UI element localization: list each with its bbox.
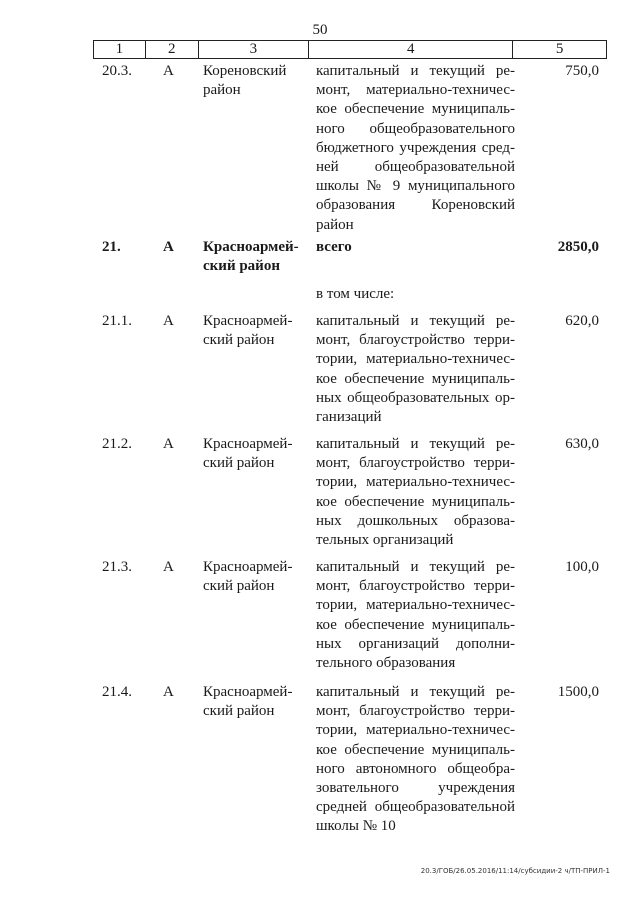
district-line: Красноармей-	[203, 684, 293, 700]
row-amount: 750,0	[565, 63, 599, 79]
description-line: зовательного учреждения	[316, 780, 515, 797]
description-line: монт, материально-техничес-	[316, 82, 515, 99]
row-district	[203, 683, 303, 721]
row-number: 20.3.	[102, 63, 132, 79]
row-district	[203, 558, 303, 596]
district-line: Кореновский	[203, 63, 287, 79]
description-line: кое обеспечение муниципаль-	[316, 101, 515, 118]
row-district	[203, 62, 303, 100]
description-line: ных дошкольных образова-	[316, 512, 515, 529]
description-line: тории, материально-техничес-	[316, 474, 515, 491]
header-col-5: 5	[555, 41, 564, 57]
description-line: всего	[316, 239, 352, 255]
row-amount: 1500,0	[557, 684, 599, 700]
district-line: ский район	[203, 332, 275, 349]
row-amount: 620,0	[565, 313, 599, 329]
description-line: капитальный и текущий ре-	[316, 313, 515, 329]
description-line: тельного образования	[316, 655, 456, 672]
description-line: тории, материально-техничес-	[316, 351, 515, 368]
description-line: кое обеспечение муниципаль-	[316, 370, 515, 387]
description-line: кое обеспечение муниципаль-	[316, 741, 515, 758]
description-line: в том числе:	[316, 286, 395, 302]
district-line: Красноармей-	[203, 313, 293, 329]
district-line: ский район	[203, 258, 280, 275]
description-line: школы № 9 муниципального	[316, 178, 515, 195]
description-line: кое обеспечение муниципаль-	[316, 493, 515, 510]
table-header	[93, 40, 607, 59]
row-amount: 630,0	[565, 436, 599, 452]
row-amount: 2850,0	[557, 239, 599, 255]
row-category: А	[163, 684, 174, 700]
district-line: Красноармей-	[203, 239, 299, 255]
description-line: район	[316, 216, 354, 233]
page-number: 50	[312, 22, 328, 38]
header-col-3: 3	[199, 41, 310, 58]
row-description	[316, 62, 515, 235]
description-line: ного автономного общеобра-	[316, 760, 515, 777]
row-number: 21.1.	[102, 313, 132, 329]
description-line: капитальный и текущий ре-	[316, 684, 515, 700]
row-description	[316, 238, 515, 257]
row-district	[203, 312, 303, 350]
row-description	[316, 435, 515, 550]
description-line: школы № 10	[316, 818, 396, 835]
row-description	[316, 285, 515, 304]
description-line: капитальный и текущий ре-	[316, 436, 515, 452]
header-col-2: 2	[146, 41, 199, 58]
description-line: кое обеспечение муниципаль-	[316, 616, 515, 633]
row-number: 21.3.	[102, 559, 132, 575]
description-line: ных организаций дополни-	[316, 635, 515, 652]
description-line: капитальный и текущий ре-	[316, 559, 515, 575]
description-line: монт, благоустройство терри-	[316, 703, 515, 720]
description-line: ней общеобразовательной	[316, 159, 515, 176]
description-line: образования Кореновский	[316, 197, 515, 214]
header-col-4: 4	[309, 41, 513, 58]
description-line: капитальный и текущий ре-	[316, 63, 515, 79]
description-line: ного общеобразовательного	[316, 120, 515, 137]
row-category: А	[163, 436, 174, 452]
row-number: 21.4.	[102, 684, 132, 700]
description-line: монт, благоустройство терри-	[316, 332, 515, 349]
header-col-1: 1	[94, 41, 146, 58]
row-category: А	[163, 559, 174, 575]
district-line: ский район	[203, 703, 275, 720]
description-line: тории, материально-техничес-	[316, 722, 515, 739]
description-line: средней общеобразовательной	[316, 799, 515, 816]
description-line: ганизаций	[316, 409, 382, 426]
description-line: тельных организаций	[316, 532, 454, 549]
district-line: Красноармей-	[203, 559, 293, 575]
description-line: бюджетного учреждения сред-	[316, 139, 515, 156]
description-line: тории, материально-техничес-	[316, 597, 515, 614]
description-line: монт, благоустройство терри-	[316, 578, 515, 595]
row-number: 21.	[102, 239, 121, 255]
row-description	[316, 312, 515, 427]
row-description	[316, 683, 515, 837]
description-line: монт, благоустройство терри-	[316, 455, 515, 472]
description-line: ных общеобразовательных ор-	[316, 389, 515, 406]
district-line: Красноармей-	[203, 436, 293, 452]
row-category: А	[163, 239, 174, 255]
row-district	[203, 238, 303, 276]
row-category: А	[163, 313, 174, 329]
district-line: ский район	[203, 578, 275, 595]
row-category: А	[163, 63, 174, 79]
district-line: район	[203, 82, 241, 99]
district-line: ский район	[203, 455, 275, 472]
document-footer-code: 20.3/ГОБ/26.05.2016/11:14/субсидии-2 ч/ТП-ПРИЛ-1	[420, 867, 610, 875]
row-description	[316, 558, 515, 673]
row-number: 21.2.	[102, 436, 132, 452]
row-district	[203, 435, 303, 473]
row-amount: 100,0	[565, 559, 599, 575]
